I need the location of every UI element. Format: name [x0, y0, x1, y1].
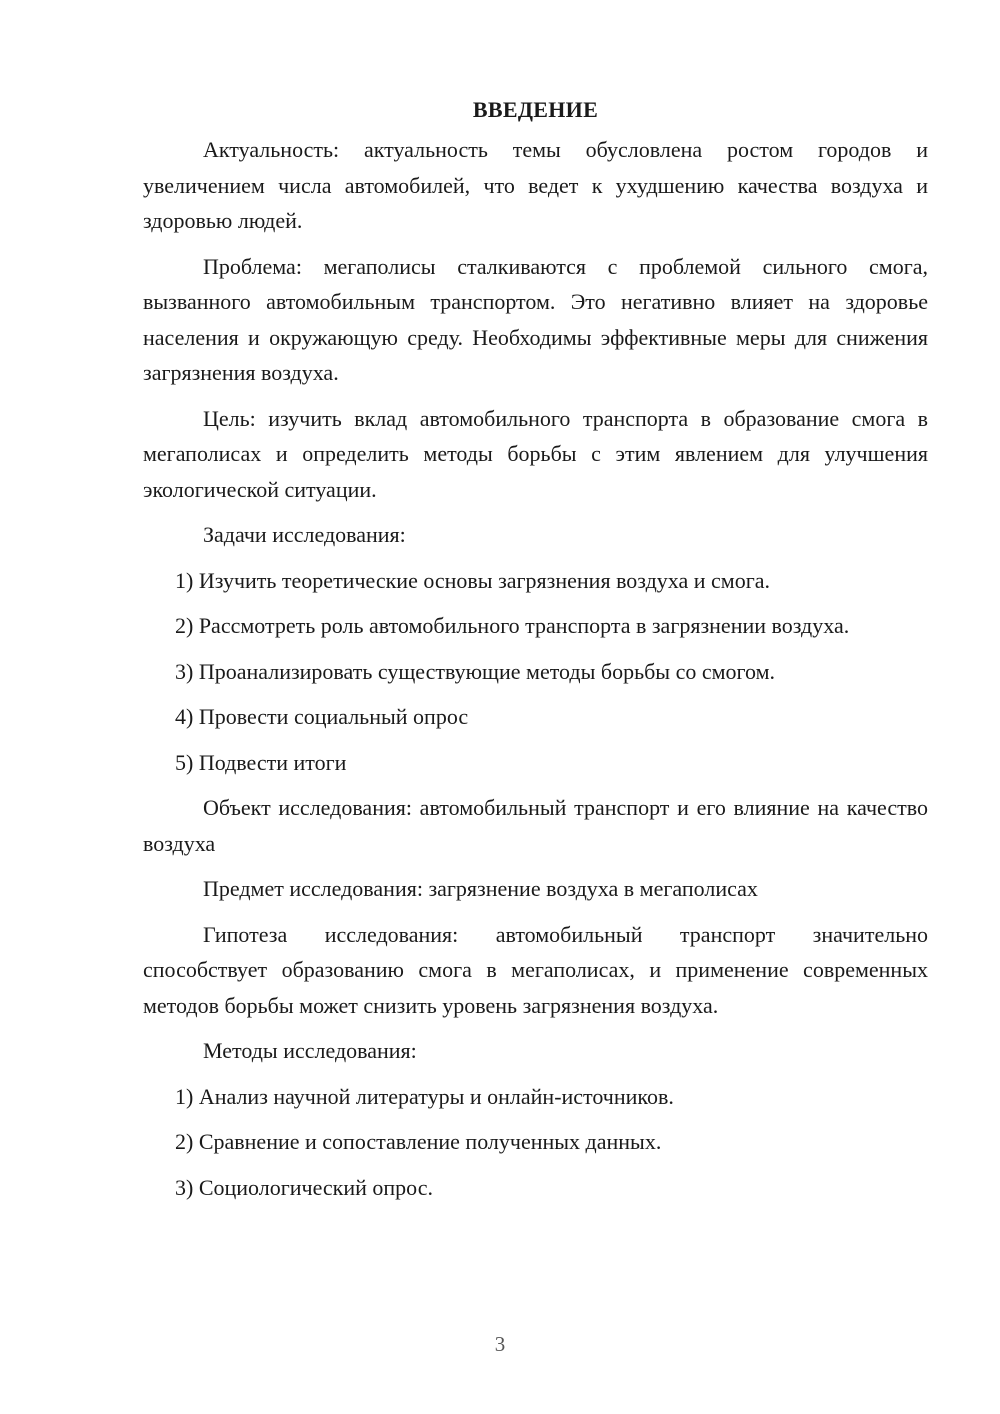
document-page [143, 92, 928, 1215]
task-item: 3) Проанализировать существующие методы борьбы со смогом. [175, 658, 776, 684]
method-item: 1) Анализ научной литературы и онлайн-источников. [175, 1083, 674, 1109]
hypothesis-paragraph: Гипотеза исследования: автомобильный транспорт значительно способствует образованию смога в мегаполисах, и применение современных методов борьбы может снизить уровень загрязнения воздуха. [143, 921, 928, 1018]
method-item: 2) Сравнение и сопоставление полученных данных. [175, 1129, 662, 1154]
section-heading: ВВЕДЕНИЕ [472, 97, 599, 122]
task-item: 4) Провести социальный опрос [175, 704, 469, 729]
methods-heading: Методы исследования: [203, 1038, 417, 1063]
task-item: 5) Подвести итоги [175, 749, 347, 775]
task-item: 2) Рассмотреть роль автомобильного транспорта в загрязнении воздуха. [175, 613, 850, 638]
problem-paragraph: Проблема: мегаполисы сталкиваются с проблемой сильного смога, вызванного автомобильным транспортом. Это негативно влияет на здоровье населения и окружающую среду. Необходимы эффективные меры для снижения загрязнения воздуха. [143, 253, 928, 385]
relevance-paragraph: Актуальность: актуальность темы обусловлена ростом городов и увеличением числа автомобилей, что ведет к ухудшению качества воздуха и здоровью людей. [143, 137, 928, 233]
tasks-heading: Задачи исследования: [203, 522, 406, 547]
research-object-paragraph: Объект исследования: автомобильный транспорт и его влияние на качество воздуха [143, 795, 928, 856]
method-item: 3) Социологический опрос. [175, 1174, 433, 1200]
page-number: 3 [494, 1332, 506, 1356]
research-subject-paragraph: Предмет исследования: загрязнение воздуха в мегаполисах [203, 876, 758, 901]
goal-paragraph: Цель: изучить вклад автомобильного транспорта в образование смога в мегаполисах и определить методы борьбы с этим явлением для улучшения экологической ситуации. [143, 405, 928, 502]
task-item: 1) Изучить теоретические основы загрязнения воздуха и смога. [175, 567, 771, 593]
